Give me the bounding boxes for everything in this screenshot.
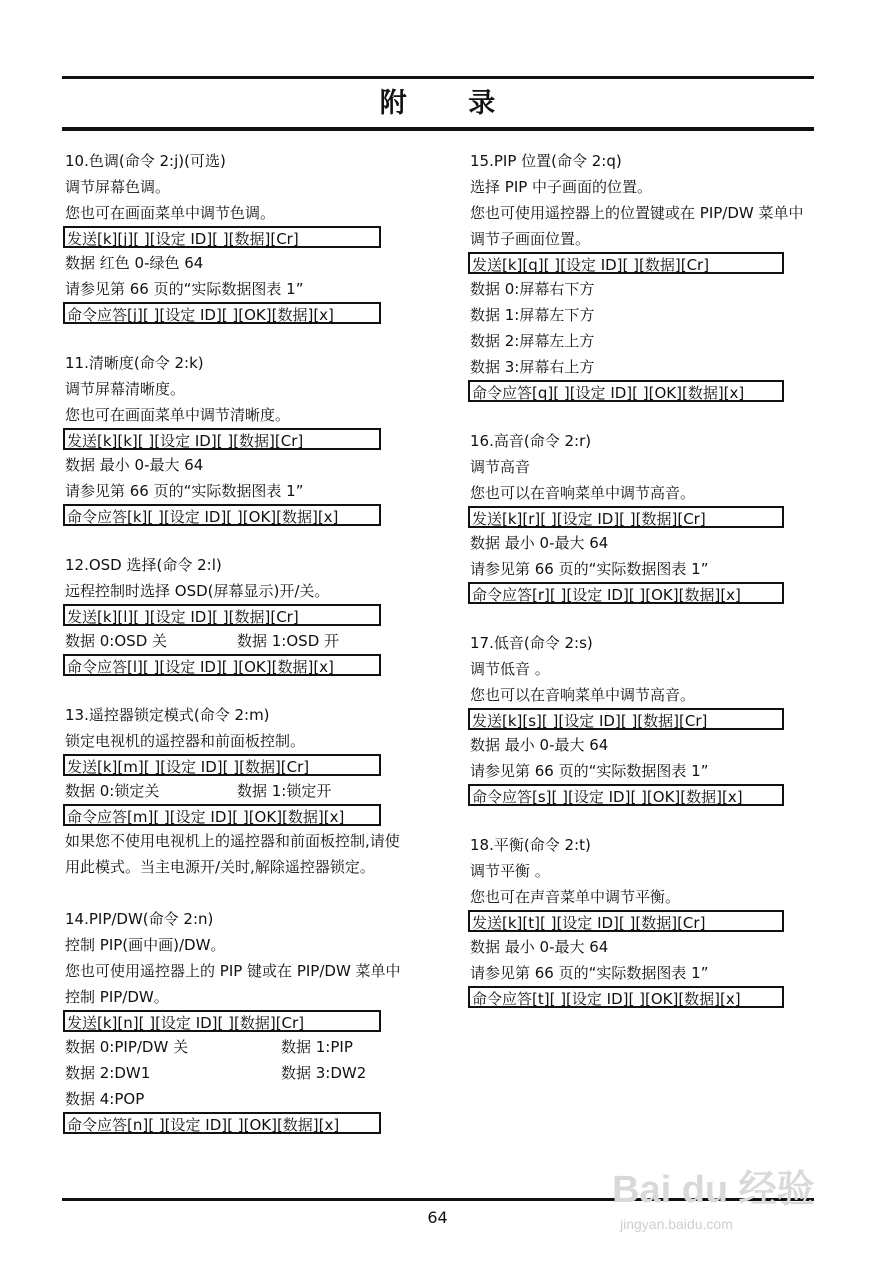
section-heading: 14.PIP/DW(命令 2:n) <box>65 910 214 928</box>
section-heading: 11.清晰度(命令 2:k) <box>65 354 204 372</box>
data-value: 数据 3:DW2 <box>281 1064 367 1082</box>
description-line: 您也可在画面菜单中调节清晰度。 <box>65 406 291 424</box>
send-command-box: 发送[k][n][ ][设定 ID][ ][数据][Cr] <box>63 1010 381 1032</box>
baidu-watermark <box>612 1140 842 1250</box>
description-line: 选择 PIP 中子画面的位置。 <box>470 178 653 196</box>
send-command-box: 发送[k][s][ ][设定 ID][ ][数据][Cr] <box>468 708 784 730</box>
data-value: 数据 1:OSD 开 <box>237 632 340 650</box>
section-heading: 13.遥控器锁定模式(命令 2:m) <box>65 706 270 724</box>
data-pair <box>65 778 410 804</box>
data-line: 请参见第 66 页的“实际数据图表 1” <box>470 762 709 780</box>
reply-command-box: 命令应答[r][ ][设定 ID][ ][OK][数据][x] <box>468 582 784 604</box>
reply-command-box: 命令应答[k][ ][设定 ID][ ][OK][数据][x] <box>63 504 381 526</box>
description-line: 调节屏幕清晰度。 <box>65 380 186 398</box>
note-paragraph: 如果您不使用电视机上的遥控器和前面板控制,请使用此模式。当主电源开/关时,解除遥控器锁定。 <box>65 832 400 876</box>
page-number: 64 <box>427 1208 448 1227</box>
data-pair <box>65 1060 410 1086</box>
data-line: 数据 最小 0-最大 64 <box>470 938 609 956</box>
right-column <box>470 148 815 1034</box>
watermark-logo: Bai du 经验 <box>612 1169 815 1211</box>
data-line: 请参见第 66 页的“实际数据图表 1” <box>65 280 304 298</box>
data-line: 数据 最小 0-最大 64 <box>470 534 609 552</box>
title-rule <box>62 127 814 131</box>
section-sharpness <box>65 350 410 526</box>
section-heading: 15.PIP 位置(命令 2:q) <box>470 152 622 170</box>
description-paragraph: 您也可使用遥控器上的 PIP 键或在 PIP/DW 菜单中控制 PIP/DW。 <box>65 962 401 1006</box>
data-line: 请参见第 66 页的“实际数据图表 1” <box>65 482 304 500</box>
data-line: 数据 1:屏幕左下方 <box>470 306 595 324</box>
watermark-url: jingyan.baidu.com <box>620 1216 733 1232</box>
send-command-box: 发送[k][k][ ][设定 ID][ ][数据][Cr] <box>63 428 381 450</box>
data-line: 数据 0:屏幕右下方 <box>470 280 595 298</box>
data-pair <box>65 628 410 654</box>
send-command-box: 发送[k][l][ ][设定 ID][ ][数据][Cr] <box>63 604 381 626</box>
send-command-box: 发送[k][t][ ][设定 ID][ ][数据][Cr] <box>468 910 784 932</box>
section-heading: 10.色调(命令 2:j)(可选) <box>65 152 226 170</box>
description-line: 远程控制时选择 OSD(屏幕显示)开/关。 <box>65 582 330 600</box>
data-line: 数据 3:屏幕右上方 <box>470 358 595 376</box>
description-line: 调节平衡 。 <box>470 862 550 880</box>
section-heading: 18.平衡(命令 2:t) <box>470 836 591 854</box>
data-line: 数据 4:POP <box>65 1090 145 1108</box>
data-pair <box>65 1034 410 1060</box>
send-command-box: 发送[k][m][ ][设定 ID][ ][数据][Cr] <box>63 754 381 776</box>
data-line: 请参见第 66 页的“实际数据图表 1” <box>470 964 709 982</box>
description-line: 控制 PIP(画中画)/DW。 <box>65 936 226 954</box>
data-value: 数据 2:DW1 <box>65 1064 151 1082</box>
section-pip-dw <box>65 906 410 1134</box>
description-line: 调节高音 <box>470 458 531 476</box>
data-line: 数据 红色 0-绿色 64 <box>65 254 204 272</box>
section-remote-lock <box>65 702 410 880</box>
data-line: 数据 2:屏幕左上方 <box>470 332 595 350</box>
reply-command-box: 命令应答[t][ ][设定 ID][ ][OK][数据][x] <box>468 986 784 1008</box>
data-line: 请参见第 66 页的“实际数据图表 1” <box>470 560 709 578</box>
reply-command-box: 命令应答[n][ ][设定 ID][ ][OK][数据][x] <box>63 1112 381 1134</box>
section-pip-position <box>470 148 815 402</box>
top-rule <box>62 76 814 79</box>
send-command-box: 发送[k][r][ ][设定 ID][ ][数据][Cr] <box>468 506 784 528</box>
section-treble <box>470 428 815 604</box>
description-line: 您也可在画面菜单中调节色调。 <box>65 204 276 222</box>
description-line: 调节低音 。 <box>470 660 550 678</box>
section-osd-select <box>65 552 410 676</box>
description-line: 锁定电视机的遥控器和前面板控制。 <box>65 732 306 750</box>
data-value: 数据 1:锁定开 <box>237 782 332 800</box>
reply-command-box: 命令应答[j][ ][设定 ID][ ][OK][数据][x] <box>63 302 381 324</box>
send-command-box: 发送[k][j][ ][设定 ID][ ][数据][Cr] <box>63 226 381 248</box>
section-hue <box>65 148 410 324</box>
left-column <box>65 148 410 1160</box>
data-value: 数据 0:PIP/DW 关 <box>65 1038 189 1056</box>
reply-command-box: 命令应答[m][ ][设定 ID][ ][OK][数据][x] <box>63 804 381 826</box>
data-line: 数据 最小 0-最大 64 <box>65 456 204 474</box>
description-paragraph: 您也可使用遥控器上的位置键或在 PIP/DW 菜单中调节子画面位置。 <box>470 204 804 248</box>
data-value: 数据 0:OSD 关 <box>65 632 168 650</box>
reply-command-box: 命令应答[s][ ][设定 ID][ ][OK][数据][x] <box>468 784 784 806</box>
description-line: 您也可以在音响菜单中调节高音。 <box>470 686 696 704</box>
description-line: 调节屏幕色调。 <box>65 178 171 196</box>
description-line: 您也可在声音菜单中调节平衡。 <box>470 888 681 906</box>
section-heading: 16.高音(命令 2:r) <box>470 432 592 450</box>
section-heading: 12.OSD 选择(命令 2:l) <box>65 556 222 574</box>
section-balance <box>470 832 815 1008</box>
data-value: 数据 0:锁定关 <box>65 782 160 800</box>
section-heading: 17.低音(命令 2:s) <box>470 634 593 652</box>
send-command-box: 发送[k][q][ ][设定 ID][ ][数据][Cr] <box>468 252 784 274</box>
reply-command-box: 命令应答[l][ ][设定 ID][ ][OK][数据][x] <box>63 654 381 676</box>
reply-command-box: 命令应答[q][ ][设定 ID][ ][OK][数据][x] <box>468 380 784 402</box>
description-line: 您也可以在音响菜单中调节高音。 <box>470 484 696 502</box>
data-value: 数据 1:PIP <box>281 1038 353 1056</box>
section-bass <box>470 630 815 806</box>
page-title: 附 录 <box>379 88 522 119</box>
data-line: 数据 最小 0-最大 64 <box>470 736 609 754</box>
